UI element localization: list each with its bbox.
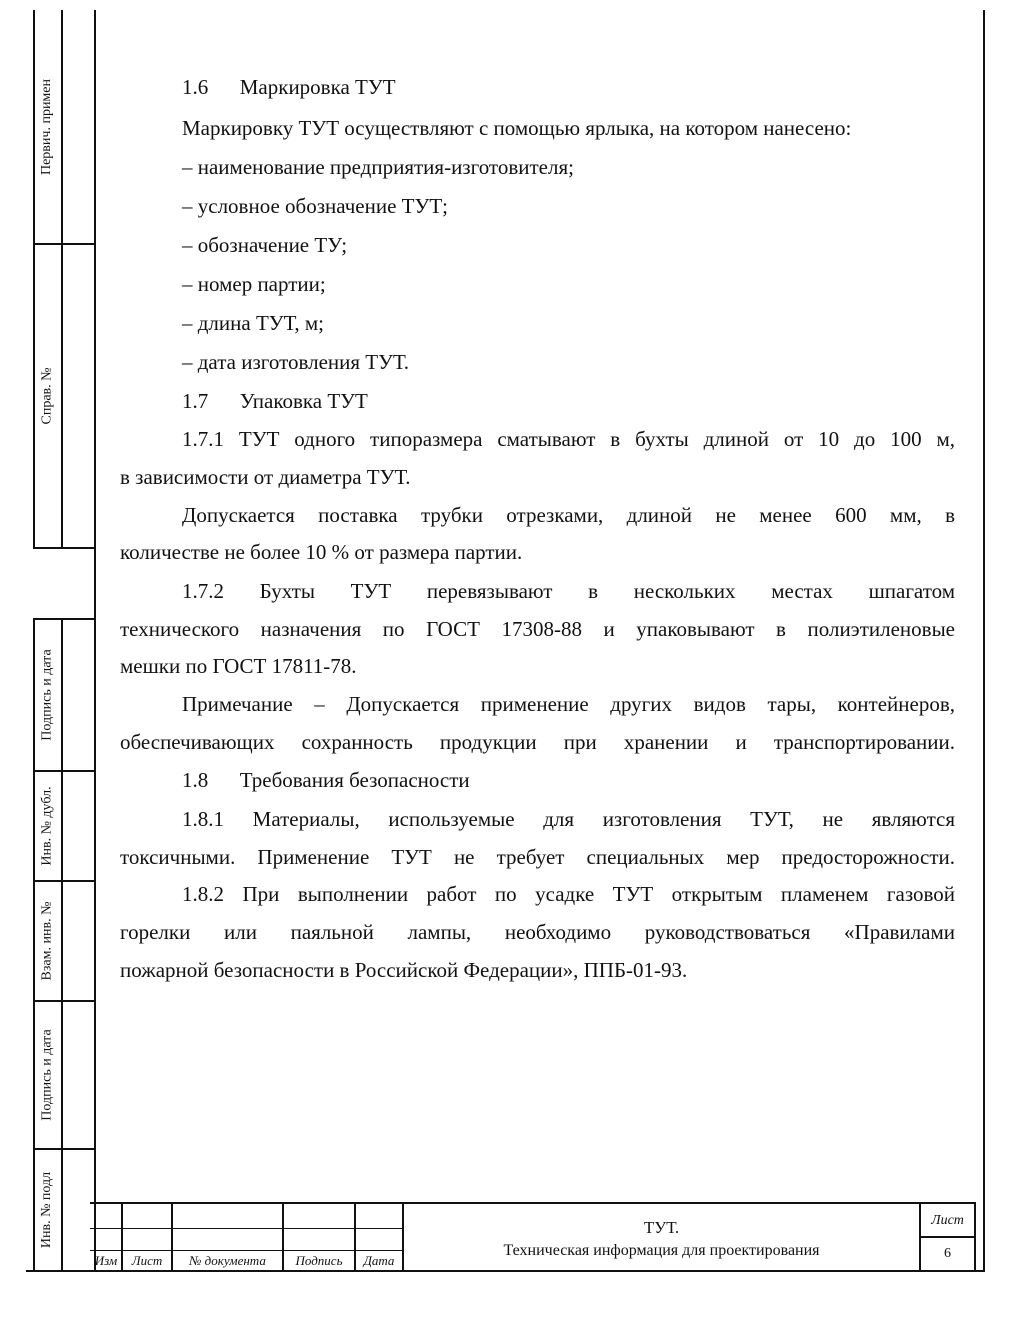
list-item: – наименование предприятия-изготовителя; (182, 155, 574, 179)
paragraph-line: мешки по ГОСТ 17811-78. (120, 654, 357, 678)
list-item: – длина ТУТ, м; (182, 311, 325, 335)
list-item: – условное обозначение ТУТ; (182, 194, 449, 218)
sheet-number: 6 (944, 1246, 951, 1261)
paragraph-line: токсичными. Применение ТУТ не требует специальных мер предосторожности. (120, 845, 955, 869)
section-heading: 1.7 Упаковка ТУТ (182, 389, 368, 413)
column-label-sheet: Лист (131, 1253, 163, 1268)
stamp-label-first-use: Первич. примен (39, 78, 55, 175)
paragraph-line: пожарной безопасности в Российской Федерации», ППБ-01-93. (120, 958, 688, 982)
stamp-label-replacement-inv: Взам. инв. № (39, 901, 55, 981)
paragraph-line: Маркировку ТУТ осуществляют с помощью ярлыка, на котором нанесено: (182, 116, 852, 140)
stamp-label-reference-no: Справ. № (39, 367, 55, 425)
stamp-label-original-inv: Инв. № подл (39, 1171, 55, 1249)
frame-left-line (94, 10, 96, 1272)
column-label-date: Дата (363, 1253, 395, 1268)
paragraph-line: Примечание – Допускается применение других видов тары, контейнеров, (182, 692, 955, 716)
paragraph-line: технического назначения по ГОСТ 17308-88 и упаковывают в полиэтиленовые (120, 617, 955, 641)
sheet-label: Лист (931, 1213, 964, 1228)
frame-right-line (983, 10, 985, 1272)
list-item: – дата изготовления ТУТ. (182, 350, 409, 374)
column-label-document-no: № документа (189, 1253, 266, 1268)
column-label-signature: Подпись (295, 1253, 343, 1268)
paragraph-line: 1.7.2 Бухты ТУТ перевязывают в нескольких местах шпагатом (182, 579, 955, 603)
column-label-change: Изм (94, 1253, 118, 1268)
document-subtitle: Техническая информация для проектирования (503, 1242, 820, 1259)
paragraph-line: 1.8.1 Материалы, используемые для изготовления ТУТ, не являются (182, 807, 955, 831)
section-heading: 1.6 Маркировка ТУТ (182, 75, 396, 99)
list-item: – номер партии; (182, 272, 326, 296)
stamp-label-signature-date: Подпись и дата (39, 649, 55, 741)
paragraph-line: Допускается поставка трубки отрезками, длиной не менее 600 мм, в (182, 503, 955, 527)
paragraph-line: количестве не более 10 % от размера партии. (120, 540, 523, 564)
list-item: – обозначение ТУ; (182, 233, 348, 257)
paragraph-line: горелки или паяльной лампы, необходимо руководствоваться «Правилами (120, 920, 955, 944)
paragraph-line: в зависимости от диаметра ТУТ. (120, 465, 411, 489)
stamp-label-duplicate-inv: Инв. № дубл. (39, 786, 55, 866)
stamp-label-signature-date-2: Подпись и дата (39, 1029, 55, 1121)
section-heading: 1.8 Требования безопасности (182, 768, 470, 792)
paragraph-line: обеспечивающих сохранность продукции при хранении и транспортировании. (120, 730, 955, 754)
paragraph-line: 1.8.2 При выполнении работ по усадке ТУТ открытым пламенем газовой (182, 882, 955, 906)
document-title: ТУТ. (643, 1218, 680, 1237)
paragraph-line: 1.7.1 ТУТ одного типоразмера сматывают в бухты длиной от 10 до 100 м, (182, 427, 955, 451)
